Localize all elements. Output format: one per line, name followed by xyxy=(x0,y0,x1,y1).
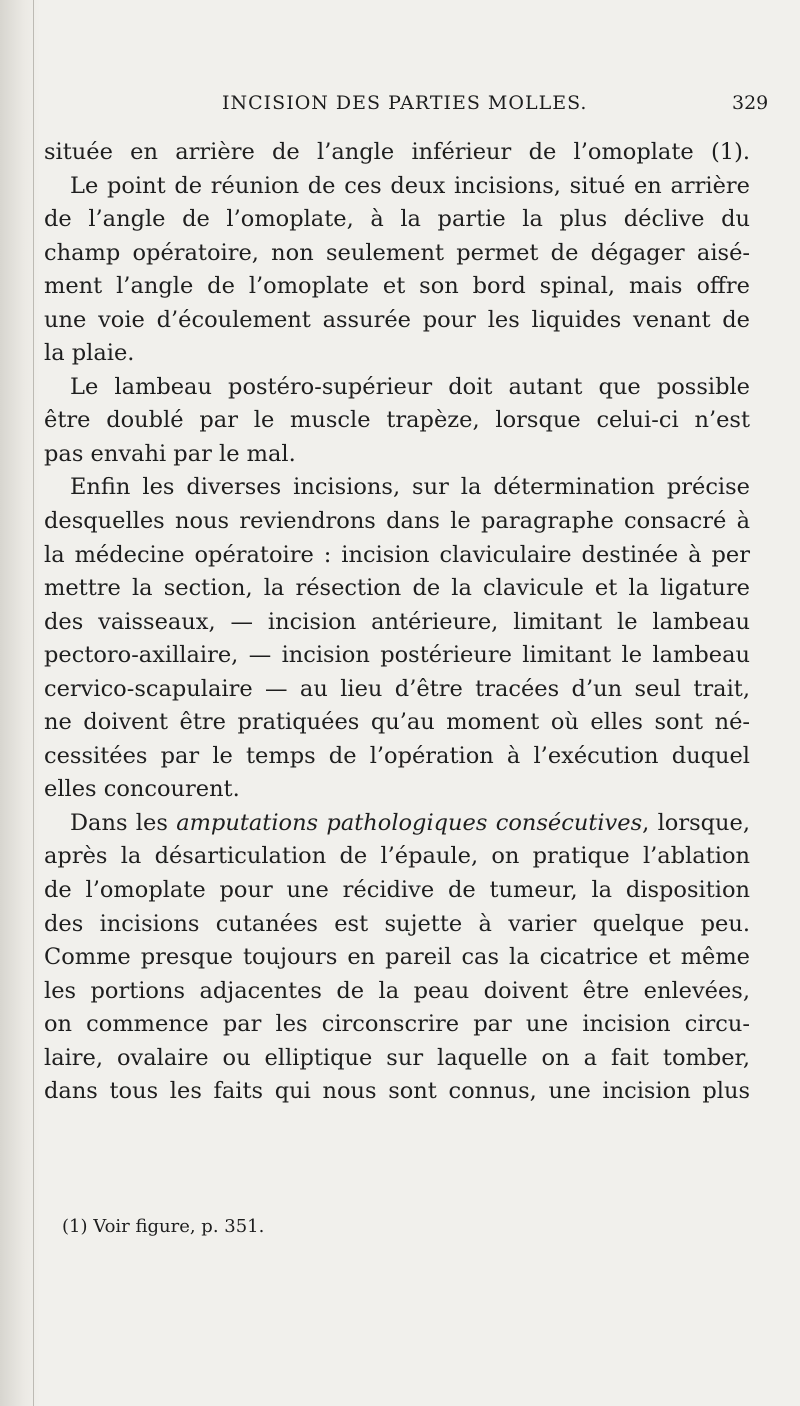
text-line: Le lambeau postéro-supérieur doit autant que possible xyxy=(70,373,750,400)
text-line: des vaisseaux, — incision antérieure, limitant le lambeau xyxy=(44,608,750,635)
text-line: dans tous les faits qui nous sont connus, une incision plus xyxy=(44,1078,750,1105)
text-line: desquelles nous reviendrons dans le paragraphe consacré à xyxy=(44,508,750,535)
text-line: elles concourent. xyxy=(44,776,240,803)
text-line: de l’omoplate pour une récidive de tumeur, la disposition xyxy=(44,877,750,904)
italic-term: amputations pathologiques consécutives xyxy=(176,809,643,836)
line-suffix: , lorsque, xyxy=(642,809,751,836)
footnote: (1) Voir figure, p. 351. xyxy=(62,1216,265,1237)
margin-rule xyxy=(33,0,34,1406)
text-line: être doublé par le muscle trapèze, lorsque celui-ci n’est xyxy=(44,407,750,434)
text-line: laire, ovalaire ou elliptique sur laquelle on a fait tomber, xyxy=(44,1044,750,1071)
text-line: la médecine opératoire : incision claviculaire destinée à per xyxy=(44,541,750,568)
text-line: pectoro-axillaire, — incision postérieure limitant le lambeau xyxy=(44,642,750,669)
text-line: après la désarticulation de l’épaule, on pratique l’ablation xyxy=(44,843,750,870)
text-line: les portions adjacentes de la peau doivent être enlevées, xyxy=(44,977,750,1004)
text-line: cessitées par le temps de l’opération à l’exécution duquel xyxy=(44,742,750,769)
text-line: de l’angle de l’omoplate, à la partie la plus déclive du xyxy=(44,206,750,233)
text-line: pas envahi par le mal. xyxy=(44,440,296,467)
page-header xyxy=(0,92,800,118)
page-binding-edge xyxy=(0,0,40,1406)
text-line: cervico-scapulaire — au lieu d’être tracées d’un seul trait, xyxy=(44,675,750,702)
text-line: Comme presque toujours en pareil cas la cicatrice et même xyxy=(44,944,750,971)
text-line: champ opératoire, non seulement permet de dégager aisé- xyxy=(44,239,750,266)
text-line: une voie d’écoulement assurée pour les liquides venant de xyxy=(44,306,750,333)
text-line: on commence par les circonscrire par une incision circu- xyxy=(44,1011,750,1038)
text-line: située en arrière de l’angle inférieur de l’omoplate (1). xyxy=(44,139,750,165)
text-line: des incisions cutanées est sujette à varier quelque peu. xyxy=(44,910,750,937)
text-line: Enfin les diverses incisions, sur la détermination précise xyxy=(70,474,750,501)
text-line: ment l’angle de l’omoplate et son bord spinal, mais offre xyxy=(44,273,750,300)
body-text xyxy=(44,136,750,1109)
text-line: Le point de réunion de ces deux incisions, situé en arrière xyxy=(70,172,750,199)
text-line: la plaie. xyxy=(44,340,135,367)
running-head: INCISION DES PARTIES MOLLES. xyxy=(222,92,588,114)
page-number: 329 xyxy=(732,92,769,114)
text-line: ne doivent être pratiquées qu’au moment où elles sont né- xyxy=(44,709,750,736)
text-line-with-emphasis xyxy=(44,807,750,841)
line-prefix: Dans les xyxy=(70,809,177,836)
text-line: mettre la section, la résection de la clavicule et la ligature xyxy=(44,575,750,602)
